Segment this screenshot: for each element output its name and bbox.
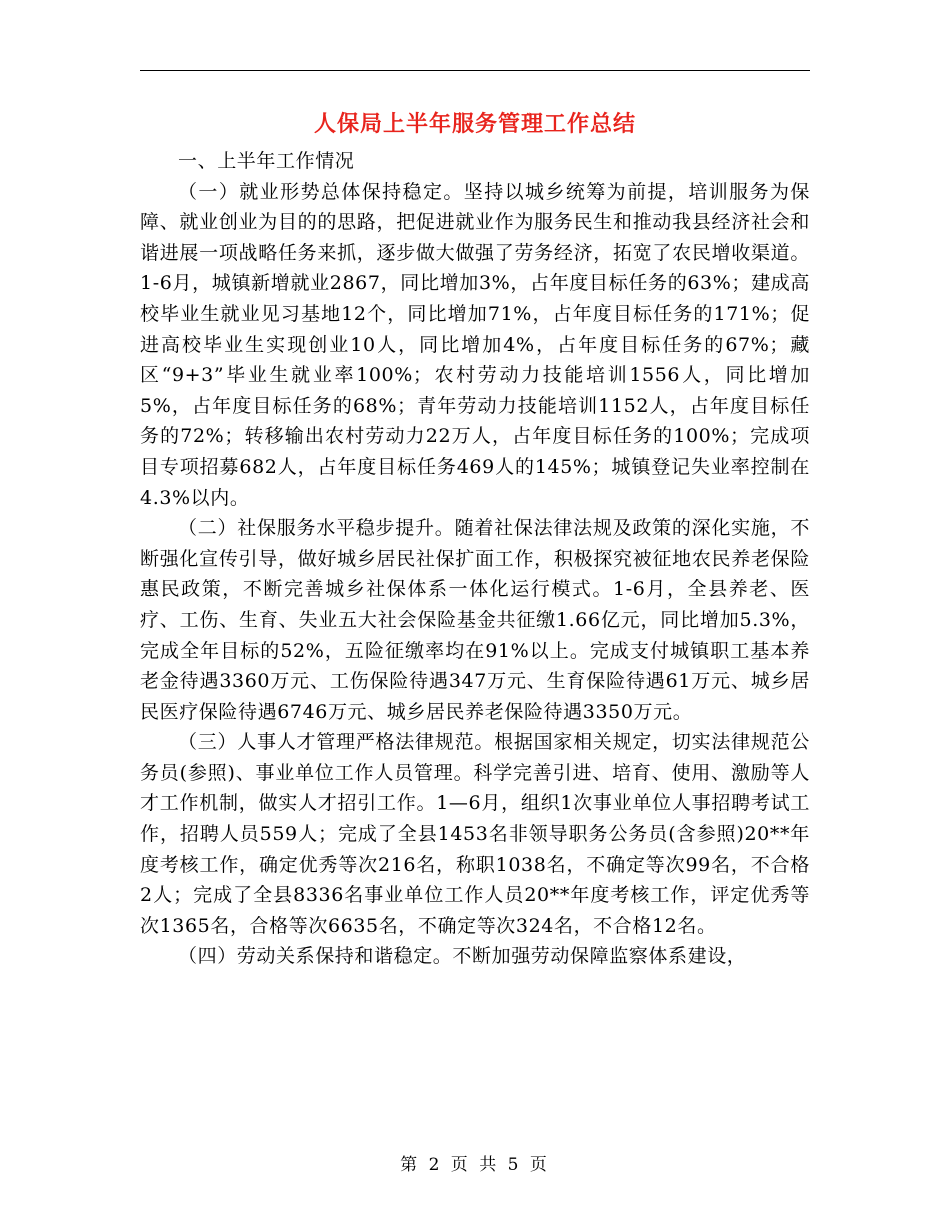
section-heading: 一、上半年工作情况	[178, 150, 355, 172]
document-title: 人保局上半年服务管理工作总结	[313, 112, 636, 137]
header-rule	[140, 70, 810, 71]
document-body	[140, 146, 810, 972]
paragraph-social-security: （二）社保服务水平稳步提升。随着社保法律法规及政策的深化实施，不断强化宣传引导，做好城乡居民社保扩面工作，积极探究被征地农民养老保险惠民政策，不断完善城乡社保体系一体化运行模式。1-6月，全县养老、医疗、工伤、生育、失业五大社会保险基金共征缴1.66亿元，同比增加5.3%，完成全年目标的52%，五险征缴率均在91%以上。完成支付城镇职工基本养老金待遇3360万元、工伤保险待遇347万元、生育保险待遇61万元、城乡居民医疗保险待遇6746万元、城乡居民养老保险待遇3350万元。	[140, 517, 810, 723]
paragraph-personnel: （三）人事人才管理严格法律规范。根据国家相关规定，切实法律规范公务员(参照)、事业单位工作人员管理。科学完善引进、培育、使用、激励等人才工作机制，做实人才招引工作。1—6月，组织1次事业单位人事招聘考试工作，招聘人员559人；完成了全县1453名非领导职务公务员(含参照)20**年度考核工作，确定优秀等次216名，称职1038名，不确定等次99名，不合格2人；完成了全县8336名事业单位工作人员20**年度考核工作，评定优秀等次1365名，合格等次6635名，不确定等次324名，不合格12名。	[140, 731, 810, 937]
paragraph-employment: （一）就业形势总体保持稳定。坚持以城乡统筹为前提，培训服务为保障、就业创业为目的的思路，把促进就业作为服务民生和推动我县经济社会和谐进展一项战略任务来抓，逐步做大做强了劳务经济，拓宽了农民增收渠道。1-6月，城镇新增就业2867，同比增加3%，占年度目标任务的63%；建成高校毕业生就业见习基地12个，同比增加71%，占年度目标任务的171%；促进高校毕业生实现创业10人，同比增加4%，占年度目标任务的67%；藏区“9+3”毕业生就业率100%；农村劳动力技能培训1556人，同比增加5%，占年度目标任务的68%；青年劳动力技能培训1152人，占年度目标任务的72%；转移输出农村劳动力22万人，占年度目标任务的100%；完成项目专项招募682人，占年度目标任务469人的145%；城镇登记失业率控制在4.3%以内。	[140, 180, 810, 509]
page-number: 第 2 页 共 5 页	[400, 1155, 550, 1175]
paragraph-labor-relations: （四）劳动关系保持和谐稳定。不断加强劳动保障监察体系建设，	[178, 945, 747, 968]
